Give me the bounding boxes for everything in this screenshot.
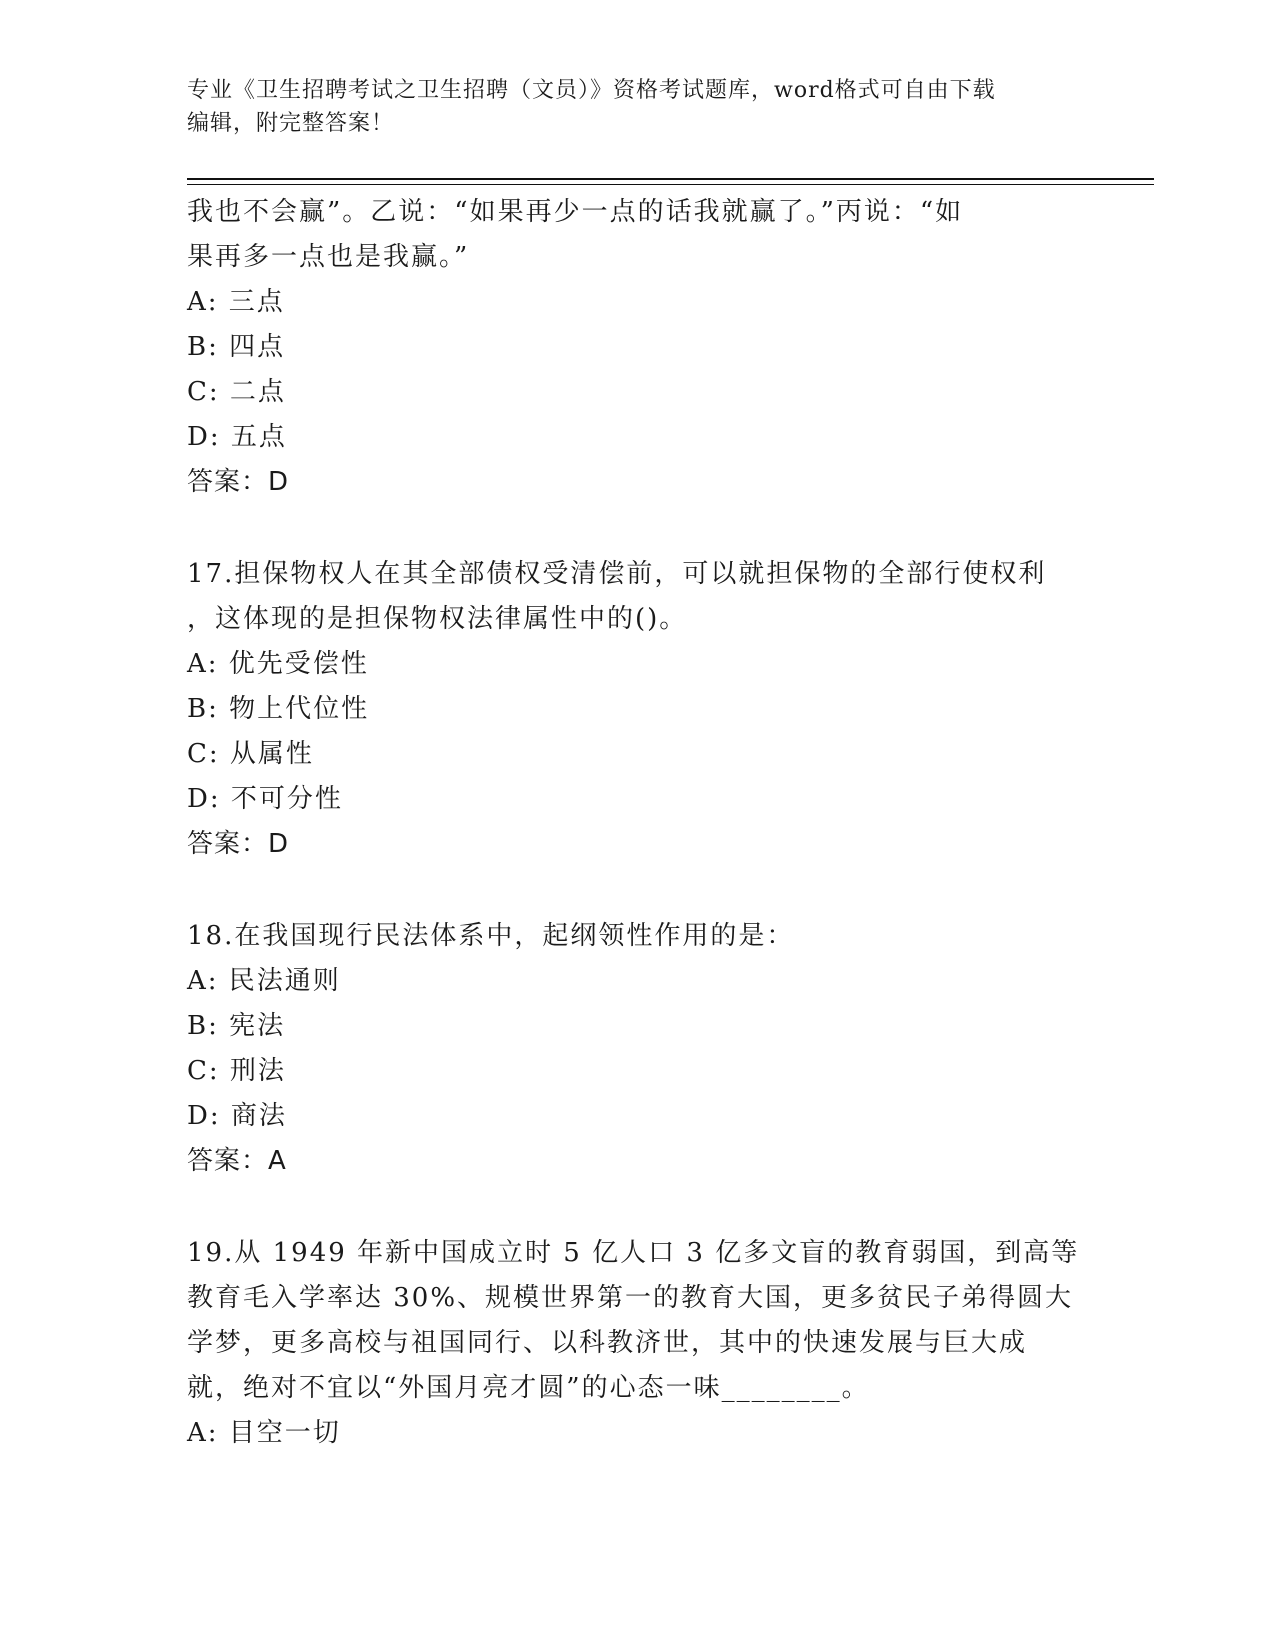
- question-list: [187, 190, 1087, 1456]
- option-b: B: 四点: [187, 332, 286, 362]
- header-line-1: 专业《卫生招聘考试之卫生招聘（文员）》资格考试题库，word格式可自由下载: [187, 78, 996, 103]
- option-d: D: 商法: [187, 1101, 287, 1131]
- question-stem-line: 18.在我国现行民法体系中，起纲领性作用的是：: [187, 921, 795, 951]
- question-stem-line: 17.担保物权人在其全部债权受清偿前，可以就担保物的全部行使权利: [187, 559, 1047, 589]
- question-stem-line: 19.从 1949 年新中国成立时 5 亿人口 3 亿多文盲的教育弱国，到高等: [187, 1238, 1080, 1268]
- question-stem-line: 果再多一点也是我赢。”: [187, 242, 470, 272]
- option-d: D: 五点: [187, 422, 287, 452]
- option-a: A: 目空一切: [187, 1418, 341, 1448]
- question-stem-line: 学梦，更多高校与祖国同行、以科教济世，其中的快速发展与巨大成: [187, 1328, 1028, 1358]
- question-17: [187, 552, 1087, 867]
- spacer: [187, 1184, 1087, 1231]
- header-divider-thin: [187, 184, 1154, 185]
- question-16: [187, 190, 1087, 505]
- question-18: [187, 914, 1087, 1184]
- spacer: [187, 505, 1087, 552]
- question-19: [187, 1231, 1087, 1456]
- option-a: A: 民法通则: [187, 966, 341, 996]
- header-line-2: 编辑，附完整答案！: [187, 111, 395, 136]
- option-c: C: 刑法: [187, 1056, 286, 1086]
- option-a: A: 优先受偿性: [187, 649, 369, 679]
- answer-line: 答案：A: [187, 1146, 287, 1176]
- page-header: [187, 74, 1087, 140]
- question-stem-line: 教育毛入学率达 30%、规模世界第一的教育大国，更多贫民子弟得圆大: [187, 1283, 1074, 1313]
- option-a: A: 三点: [187, 287, 285, 317]
- question-stem-line: 就，绝对不宜以“外国月亮才圆”的心态一味________。: [187, 1373, 870, 1403]
- option-c: C: 二点: [187, 377, 286, 407]
- question-stem-line: ，这体现的是担保物权法律属性中的()。: [187, 604, 688, 634]
- option-d: D: 不可分性: [187, 784, 343, 814]
- option-b: B: 物上代位性: [187, 694, 370, 724]
- answer-line: 答案：D: [187, 829, 290, 859]
- option-c: C: 从属性: [187, 739, 314, 769]
- header-divider-thick: [187, 178, 1154, 180]
- option-b: B: 宪法: [187, 1011, 286, 1041]
- question-stem-line: 我也不会赢”。乙说：“如果再少一点的话我就赢了。”丙说：“如: [187, 197, 964, 227]
- spacer: [187, 867, 1087, 914]
- answer-line: 答案：D: [187, 467, 290, 497]
